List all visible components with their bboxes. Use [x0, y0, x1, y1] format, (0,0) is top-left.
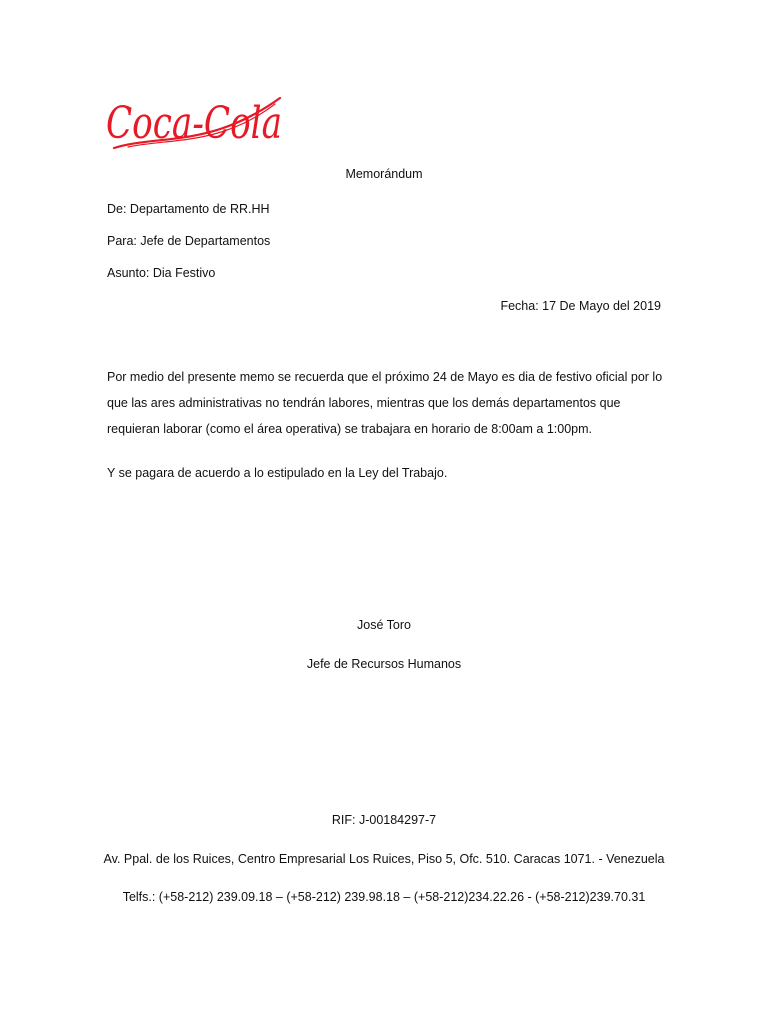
memo-body-paragraph: Y se pagara de acuerdo a lo estipulado en la Ley del Trabajo. — [107, 466, 448, 480]
memo-body-paragraph: Por medio del presente memo se recuerda que el próximo 24 de Mayo es dia de festivo oficial por lo que las ares administrativas no tendrán labores, mientras que los demás departamentos que requieran laborar (como el área operativa) se trabajara en horario de 8:00am a 1:00pm. — [107, 370, 663, 436]
memo-from: De: Departamento de RR.HH — [107, 202, 270, 216]
footer-phones: Telfs.: (+58-212) 239.09.18 – (+58-212) 239.98.18 – (+58-212)234.22.26 - (+58-212)239.70.31 — [122, 890, 646, 904]
footer-rif: RIF: J-00184297-7 — [331, 813, 437, 827]
memo-title: Memorándum — [345, 167, 423, 181]
signer-name: José Toro — [357, 618, 411, 632]
coca-cola-logo — [104, 86, 286, 156]
coca-cola-logo-text: Coca-Cola — [106, 98, 282, 149]
signer-title: Jefe de Recursos Humanos — [306, 657, 462, 671]
memo-subject: Asunto: Dia Festivo — [107, 266, 216, 280]
footer-address: Av. Ppal. de los Ruices, Centro Empresarial Los Ruices, Piso 5, Ofc. 510. Caracas 1071. - Venezuela — [103, 852, 665, 866]
memo-date: Fecha: 17 De Mayo del 2019 — [500, 299, 661, 313]
memo-to: Para: Jefe de Departamentos — [107, 234, 271, 248]
